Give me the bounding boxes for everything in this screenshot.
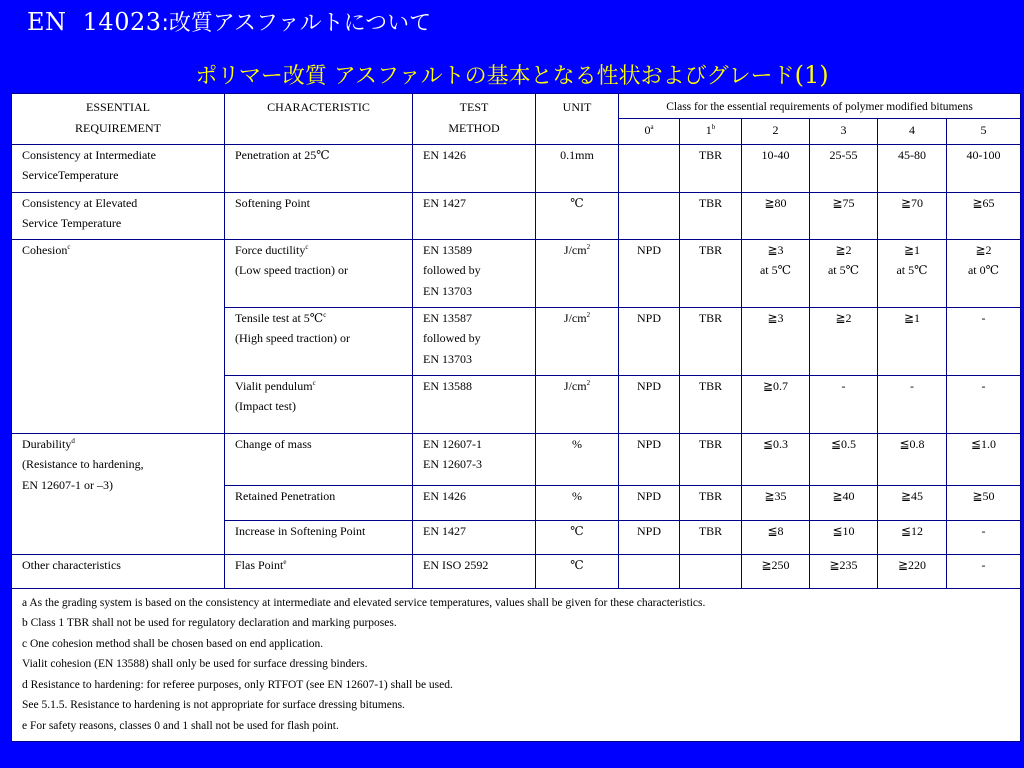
superscript-marker: c (312, 378, 316, 387)
class-value-cell: TBR (680, 375, 742, 433)
class-value-cell: ≧2 (810, 307, 878, 375)
test-method-cell: EN 1427 (413, 520, 536, 554)
class-value-cell: NPD (619, 307, 680, 375)
table-row (12, 433, 1021, 485)
class-value-cell: NPD (619, 433, 680, 485)
class-value-cell: 25-55 (810, 144, 878, 192)
superscript-marker: 2 (586, 378, 591, 387)
class-value-cell: ≦0.5 (810, 433, 878, 485)
test-method-cell: EN 13589 followed by EN 13703 (413, 239, 536, 307)
class-value-cell: ≧3 at 5℃ (742, 239, 810, 307)
class-value-cell: ≧70 (878, 192, 947, 239)
class-value-cell: ≧80 (742, 192, 810, 239)
test-method-cell: EN 13588 (413, 375, 536, 433)
class-value-cell: ≧3 (742, 307, 810, 375)
class-value-cell: ≧0.7 (742, 375, 810, 433)
test-method-cell: EN 1426 (413, 144, 536, 192)
class-value-cell: NPD (619, 239, 680, 307)
class-value-cell (619, 554, 680, 588)
header-unit: UNIT (536, 94, 619, 145)
unit-cell: $J/cm^2$ (536, 375, 619, 433)
class-value-cell: ≧220 (878, 554, 947, 588)
test-method-cell: EN 13587 followed by EN 13703 (413, 307, 536, 375)
table-row (12, 192, 1021, 239)
unit-cell: % (536, 485, 619, 520)
characteristic-cell: Change of mass (225, 433, 413, 485)
superscript-marker: 2 (586, 242, 591, 251)
class-value-cell: TBR (680, 520, 742, 554)
unit-cell: $J/cm^2$ (536, 239, 619, 307)
slide-title-ja: :改質アスファルトについて (161, 11, 432, 36)
characteristic-cell: Vialit pendulum$^c$ (Impact test) (225, 375, 413, 433)
class-value-cell: ≦8 (742, 520, 810, 554)
superscript-marker: c (323, 310, 327, 319)
class-value-cell: - (947, 520, 1021, 554)
characteristic-cell: Retained Penetration (225, 485, 413, 520)
slide-subtitle-text: ポリマー改質 アスファルトの基本となる性状およびグレード (195, 64, 795, 89)
characteristic-cell: Flas Point$^e$ (225, 554, 413, 588)
class-value-cell (680, 554, 742, 588)
class-value-cell: ≧45 (878, 485, 947, 520)
unit-cell: ℃ (536, 192, 619, 239)
unit-cell: % (536, 433, 619, 485)
table-row (12, 239, 1021, 307)
requirements-table (11, 93, 1021, 742)
test-method-cell: EN 12607-1 EN 12607-3 (413, 433, 536, 485)
header-essential-requirement: ESSENTIAL REQUIREMENT (12, 94, 225, 145)
class-value-cell: NPD (619, 375, 680, 433)
class-value-cell: TBR (680, 239, 742, 307)
header-row (12, 94, 1021, 119)
characteristic-cell: Tensile test at 5℃$^c$ (High speed traction) or (225, 307, 413, 375)
footnotes: a As the grading system is based on the consistency at intermediate and elevated service temperatures, values shall be given for these characteristics. b Class 1 TBR shall not be used for regulatory declaration and marking purposes. c One cohesion method shall be chosen based on end application. Vialit cohesion (EN 13588) shall only be used for surface dressing binders. d Resistance to hardening: for referee purposes, only RTFOT (see EN 12607-1) shall be used. See 5.1.5. Resistance to hardening is not appropriate for surface dressing bitumens. e For safety reasons, classes 0 and 1 shall not be used for flash point. (12, 588, 1021, 742)
class-value-cell: - (947, 375, 1021, 433)
class-value-cell: ≦10 (810, 520, 878, 554)
test-method-cell: EN 1427 (413, 192, 536, 239)
header-class: 2 (742, 118, 810, 144)
slide-subtitle-suffix: (1) (794, 61, 829, 89)
class-value-cell: ≧40 (810, 485, 878, 520)
characteristic-cell: Increase in Softening Point (225, 520, 413, 554)
class-value-cell (619, 144, 680, 192)
unit-cell: ℃ (536, 520, 619, 554)
class-value-cell: ≧2 at 5℃ (810, 239, 878, 307)
class-value-cell: ≦0.8 (878, 433, 947, 485)
class-value-cell: TBR (680, 485, 742, 520)
header-class: 1$^b$ (680, 118, 742, 144)
class-value-cell: 10-40 (742, 144, 810, 192)
characteristic-cell: Penetration at 25℃ (225, 144, 413, 192)
class-value-cell: ≧2 at 0℃ (947, 239, 1021, 307)
characteristic-cell: Softening Point (225, 192, 413, 239)
header-class-group: Class for the essential requirements of polymer modified bitumens (619, 94, 1021, 119)
class-value-cell: ≧35 (742, 485, 810, 520)
unit-cell: $J/cm^2$ (536, 307, 619, 375)
header-class: 5 (947, 118, 1021, 144)
superscript-marker: d (71, 436, 75, 445)
header-class: 0$^a$ (619, 118, 680, 144)
class-value-cell: - (947, 554, 1021, 588)
slide-title-en: EN 14023 (27, 8, 162, 36)
class-value-cell: ≦1.0 (947, 433, 1021, 485)
unit-cell: 0.1mm (536, 144, 619, 192)
header-characteristic: CHARACTERISTIC (225, 94, 413, 145)
class-value-cell: ≧65 (947, 192, 1021, 239)
table-row (12, 554, 1021, 588)
header-test-method: TEST METHOD (413, 94, 536, 145)
class-value-cell: TBR (680, 144, 742, 192)
essential-requirement-cell: Cohesion$^c$ (12, 239, 225, 433)
class-value-cell: ≦12 (878, 520, 947, 554)
class-value-cell: TBR (680, 192, 742, 239)
class-value-cell: ≧75 (810, 192, 878, 239)
class-value-cell: ≧50 (947, 485, 1021, 520)
superscript-marker: a (650, 122, 654, 131)
class-value-cell: ≧235 (810, 554, 878, 588)
superscript-marker: c (67, 242, 71, 251)
class-value-cell: 45-80 (878, 144, 947, 192)
superscript-marker: e (283, 557, 287, 566)
slide-title (27, 6, 431, 40)
class-value-cell: - (878, 375, 947, 433)
test-method-cell: EN ISO 2592 (413, 554, 536, 588)
test-method-cell: EN 1426 (413, 485, 536, 520)
footnotes-row (12, 588, 1021, 742)
class-value-cell: - (947, 307, 1021, 375)
characteristic-cell: Force ductility$^c$ (Low speed traction) or (225, 239, 413, 307)
essential-requirement-cell: Durability$^d$ (Resistance to hardening, EN 12607-1 or –3) (12, 433, 225, 554)
class-value-cell (619, 192, 680, 239)
slide-subtitle (0, 58, 1024, 94)
essential-requirement-cell: Consistency at Intermediate ServiceTemperature (12, 144, 225, 192)
table-row (12, 144, 1021, 192)
header-class: 4 (878, 118, 947, 144)
class-value-cell: NPD (619, 485, 680, 520)
superscript-marker: 2 (586, 310, 591, 319)
header-class: 3 (810, 118, 878, 144)
essential-requirement-cell: Other characteristics (12, 554, 225, 588)
class-value-cell: TBR (680, 307, 742, 375)
class-value-cell: ≧250 (742, 554, 810, 588)
class-value-cell: NPD (619, 520, 680, 554)
class-value-cell: ≧1 at 5℃ (878, 239, 947, 307)
unit-cell: ℃ (536, 554, 619, 588)
class-value-cell: - (810, 375, 878, 433)
superscript-marker: c (305, 242, 309, 251)
class-value-cell: 40-100 (947, 144, 1021, 192)
class-value-cell: ≦0.3 (742, 433, 810, 485)
essential-requirement-cell: Consistency at Elevated Service Temperature (12, 192, 225, 239)
class-value-cell: TBR (680, 433, 742, 485)
superscript-marker: b (711, 122, 716, 131)
class-value-cell: ≧1 (878, 307, 947, 375)
